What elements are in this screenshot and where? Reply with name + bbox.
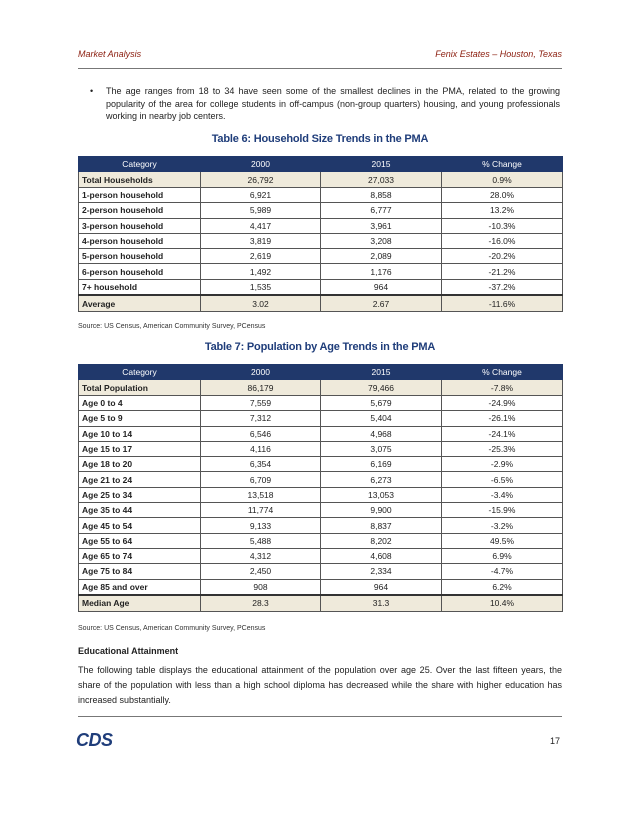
- bullet-dot-icon: •: [90, 86, 94, 96]
- row-value: 8,837: [321, 518, 442, 533]
- table7-header-cell: % Change: [442, 365, 563, 380]
- table6-header-cell: Category: [79, 157, 201, 172]
- row-value: 3,961: [321, 218, 442, 233]
- table6: [78, 156, 563, 312]
- table-row: [79, 279, 563, 295]
- table-row: [79, 579, 563, 595]
- table-row: [79, 203, 563, 218]
- table-row: [79, 188, 563, 203]
- row-value: -26.1%: [442, 411, 563, 426]
- header-left: Market Analysis: [78, 49, 142, 59]
- row-category: 6-person household: [79, 264, 201, 279]
- row-value: 11,774: [201, 503, 321, 518]
- table7-title: Table 7: Population by Age Trends in the PMA: [204, 341, 436, 353]
- table-row: [79, 295, 563, 312]
- row-value: -24.9%: [442, 396, 563, 411]
- row-category: 1-person household: [79, 188, 201, 203]
- table6-header-cell: 2000: [201, 157, 321, 172]
- row-value: -6.5%: [442, 472, 563, 487]
- row-category: Age 0 to 4: [79, 396, 201, 411]
- row-value: 6,169: [321, 457, 442, 472]
- row-category: Age 15 to 17: [79, 441, 201, 456]
- row-value: 13,053: [321, 487, 442, 502]
- table-row: [79, 564, 563, 579]
- row-value: 28.0%: [442, 188, 563, 203]
- cds-logo: CDS: [76, 730, 113, 750]
- row-value: 3,208: [321, 233, 442, 248]
- row-value: 4,968: [321, 426, 442, 441]
- table-row: [79, 487, 563, 502]
- row-value: 26,792: [201, 172, 321, 188]
- row-value: 4,417: [201, 218, 321, 233]
- row-category: Age 21 to 24: [79, 472, 201, 487]
- row-category: Age 55 to 64: [79, 533, 201, 548]
- table-row: [79, 380, 563, 396]
- row-value: -4.7%: [442, 564, 563, 579]
- bullet-paragraph: [90, 85, 560, 123]
- row-value: -15.9%: [442, 503, 563, 518]
- row-category: Total Households: [79, 172, 201, 188]
- row-value: 2,619: [201, 249, 321, 264]
- row-category: Age 10 to 14: [79, 426, 201, 441]
- row-category: Age 5 to 9: [79, 411, 201, 426]
- row-value: 5,404: [321, 411, 442, 426]
- table6-source: Source: US Census, American Community Survey, PCensus: [78, 323, 266, 330]
- row-value: -37.2%: [442, 279, 563, 295]
- row-value: 6,777: [321, 203, 442, 218]
- row-value: -3.2%: [442, 518, 563, 533]
- header-right: Fenix Estates – Houston, Texas: [435, 49, 562, 59]
- row-category: 7+ household: [79, 279, 201, 295]
- row-value: 6,546: [201, 426, 321, 441]
- row-value: -25.3%: [442, 441, 563, 456]
- table-row: [79, 503, 563, 518]
- row-category: Age 85 and over: [79, 579, 201, 595]
- row-value: 1,176: [321, 264, 442, 279]
- table-row: [79, 548, 563, 563]
- row-value: -7.8%: [442, 380, 563, 396]
- row-value: 13,518: [201, 487, 321, 502]
- row-value: 7,312: [201, 411, 321, 426]
- row-value: 79,466: [321, 380, 442, 396]
- table-row: [79, 595, 563, 612]
- row-value: 3,819: [201, 233, 321, 248]
- row-value: 27,033: [321, 172, 442, 188]
- table-row: [79, 457, 563, 472]
- section-paragraph: The following table displays the educational attainment of the population over age 25. Over the last fifteen years, the share of the population with less than a high school diploma has decreased while the share with higher education has increased substantially.: [78, 665, 562, 705]
- row-value: 5,488: [201, 533, 321, 548]
- row-value: 49.5%: [442, 533, 563, 548]
- row-category: Age 65 to 74: [79, 548, 201, 563]
- row-value: 3.02: [201, 295, 321, 312]
- table-row: [79, 411, 563, 426]
- header-rule: [78, 68, 562, 69]
- row-value: -3.4%: [442, 487, 563, 502]
- row-category: Age 75 to 84: [79, 564, 201, 579]
- row-value: 4,116: [201, 441, 321, 456]
- row-value: -20.2%: [442, 249, 563, 264]
- row-value: -24.1%: [442, 426, 563, 441]
- row-category: 4-person household: [79, 233, 201, 248]
- row-value: 6.2%: [442, 579, 563, 595]
- table-row: [79, 518, 563, 533]
- row-value: -11.6%: [442, 295, 563, 312]
- table7: [78, 364, 563, 612]
- row-value: 8,858: [321, 188, 442, 203]
- row-value: 3,075: [321, 441, 442, 456]
- row-category: Age 35 to 44: [79, 503, 201, 518]
- page-number: 17: [549, 736, 560, 746]
- row-value: 0.9%: [442, 172, 563, 188]
- row-category: Age 45 to 54: [79, 518, 201, 533]
- table6-header-cell: % Change: [442, 157, 563, 172]
- row-value: -2.9%: [442, 457, 563, 472]
- table6-title: Table 6: Household Size Trends in the PMA: [211, 133, 429, 145]
- row-value: 9,900: [321, 503, 442, 518]
- row-category: 3-person household: [79, 218, 201, 233]
- row-value: 9,133: [201, 518, 321, 533]
- table-row: [79, 426, 563, 441]
- table6-header-cell: 2015: [321, 157, 442, 172]
- row-value: 2,450: [201, 564, 321, 579]
- row-value: 6,921: [201, 188, 321, 203]
- table-row: [79, 249, 563, 264]
- section-title: Educational Attainment: [78, 646, 179, 656]
- row-category: Average: [79, 295, 201, 312]
- table7-source: Source: US Census, American Community Survey, PCensus: [78, 625, 266, 632]
- row-value: 2,089: [321, 249, 442, 264]
- table7-header-cell: 2015: [321, 365, 442, 380]
- row-value: 6.9%: [442, 548, 563, 563]
- row-category: Age 25 to 34: [79, 487, 201, 502]
- row-value: 2,334: [321, 564, 442, 579]
- table6-header-row: [79, 157, 563, 172]
- row-value: 10.4%: [442, 595, 563, 612]
- row-value: -10.3%: [442, 218, 563, 233]
- row-value: 86,179: [201, 380, 321, 396]
- bullet-text: The age ranges from 18 to 34 have seen some of the smallest declines in the PMA, related to the growing popularity of the area for college students in off-campus (non-group quarters) housing, and young professionals working in nearby job centers.: [106, 86, 560, 121]
- table-row: [79, 233, 563, 248]
- row-value: 964: [321, 579, 442, 595]
- row-category: 5-person household: [79, 249, 201, 264]
- row-value: 7,559: [201, 396, 321, 411]
- row-value: 908: [201, 579, 321, 595]
- page-header: [78, 49, 562, 63]
- row-value: 13.2%: [442, 203, 563, 218]
- table-row: [79, 264, 563, 279]
- row-category: Median Age: [79, 595, 201, 612]
- row-value: 4,608: [321, 548, 442, 563]
- row-value: -16.0%: [442, 233, 563, 248]
- table-row: [79, 396, 563, 411]
- row-value: 28.3: [201, 595, 321, 612]
- row-value: 6,709: [201, 472, 321, 487]
- row-category: Total Population: [79, 380, 201, 396]
- row-value: 6,273: [321, 472, 442, 487]
- row-value: 1,535: [201, 279, 321, 295]
- row-value: 6,354: [201, 457, 321, 472]
- table7-header-row: [79, 365, 563, 380]
- row-value: 31.3: [321, 595, 442, 612]
- row-value: 1,492: [201, 264, 321, 279]
- table-row: [79, 533, 563, 548]
- row-value: 8,202: [321, 533, 442, 548]
- row-value: -21.2%: [442, 264, 563, 279]
- row-value: 5,989: [201, 203, 321, 218]
- row-category: 2-person household: [79, 203, 201, 218]
- table-row: [79, 441, 563, 456]
- table7-header-cell: Category: [79, 365, 201, 380]
- footer-rule: [78, 716, 562, 717]
- table-row: [79, 218, 563, 233]
- row-value: 964: [321, 279, 442, 295]
- table7-header-cell: 2000: [201, 365, 321, 380]
- row-category: Age 18 to 20: [79, 457, 201, 472]
- table-row: [79, 472, 563, 487]
- row-value: 2.67: [321, 295, 442, 312]
- row-value: 5,679: [321, 396, 442, 411]
- row-value: 4,312: [201, 548, 321, 563]
- table-row: [79, 172, 563, 188]
